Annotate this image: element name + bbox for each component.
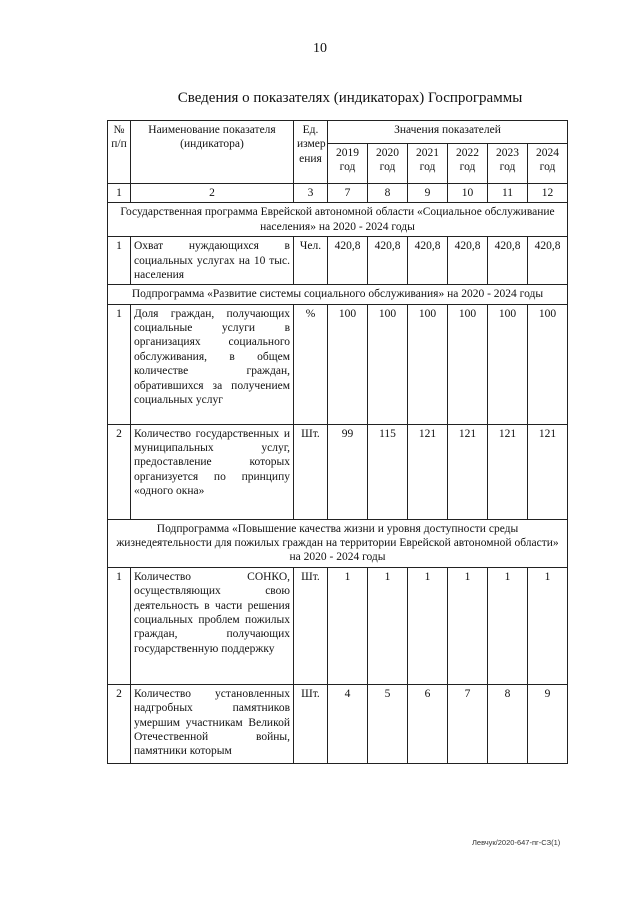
row-value: 420,8 — [528, 237, 568, 285]
section-row — [108, 519, 568, 567]
header-num: № п/п — [108, 121, 131, 184]
table-row — [108, 237, 568, 285]
col-number: 9 — [408, 184, 448, 203]
header-year: 2022 год — [448, 144, 488, 184]
row-value: 420,8 — [408, 237, 448, 285]
row-value: 121 — [408, 424, 448, 519]
row-value: 8 — [488, 684, 528, 763]
col-number: 11 — [488, 184, 528, 203]
row-value: 7 — [448, 684, 488, 763]
row-num: 1 — [108, 304, 131, 424]
header-values-title: Значения показателей — [328, 121, 568, 144]
table-row — [108, 567, 568, 684]
row-value: 100 — [528, 304, 568, 424]
section-row — [108, 203, 568, 237]
row-value: 420,8 — [328, 237, 368, 285]
header-year: 2023 год — [488, 144, 528, 184]
row-value: 100 — [408, 304, 448, 424]
section-title: Подпрограмма «Развитие системы социального обслуживания» на 2020 - 2024 годы — [108, 285, 568, 304]
row-value: 1 — [408, 567, 448, 684]
row-value: 420,8 — [448, 237, 488, 285]
row-value: 121 — [488, 424, 528, 519]
row-value: 99 — [328, 424, 368, 519]
row-name: Количество СОНКО, осуществляющих свою деятельность в части решения социальных проблем пожилых граждан, получающих государственную поддержку — [131, 567, 294, 684]
table-header-row — [108, 121, 568, 144]
row-value: 100 — [448, 304, 488, 424]
row-value: 420,8 — [488, 237, 528, 285]
row-value: 100 — [488, 304, 528, 424]
row-value: 420,8 — [368, 237, 408, 285]
header-year: 2024 год — [528, 144, 568, 184]
row-num: 2 — [108, 424, 131, 519]
header-year: 2020 год — [368, 144, 408, 184]
page-number: 10 — [313, 41, 327, 56]
col-number: 7 — [328, 184, 368, 203]
row-name: Количество установленных надгробных памятников умершим участникам Великой Отечественной войны, памятники которым — [131, 684, 294, 763]
header-unit: Ед. измер ения — [294, 121, 328, 184]
row-value: 121 — [448, 424, 488, 519]
row-value: 100 — [328, 304, 368, 424]
col-number: 10 — [448, 184, 488, 203]
row-value: 1 — [488, 567, 528, 684]
row-value: 100 — [368, 304, 408, 424]
row-unit: % — [294, 304, 328, 424]
header-year: 2021 год — [408, 144, 448, 184]
table-row — [108, 304, 568, 424]
row-value: 4 — [328, 684, 368, 763]
row-value: 1 — [528, 567, 568, 684]
section-title: Государственная программа Еврейской автономной области «Социальное обслуживание населения» на 2020 - 2024 годы — [108, 203, 568, 237]
table-row — [108, 684, 568, 763]
indicators-table-body — [108, 121, 568, 764]
row-num: 1 — [108, 237, 131, 285]
row-value: 115 — [368, 424, 408, 519]
row-num: 1 — [108, 567, 131, 684]
header-year: 2019 год — [328, 144, 368, 184]
row-value: 1 — [328, 567, 368, 684]
row-name: Количество государственных и муниципальных услуг, предоставление которых организуется по принципу «одного окна» — [131, 424, 294, 519]
row-num: 2 — [108, 684, 131, 763]
row-unit: Шт. — [294, 567, 328, 684]
header-name: Наименование показателя (индикатора) — [131, 121, 294, 184]
row-value: 5 — [368, 684, 408, 763]
row-value: 1 — [368, 567, 408, 684]
table-row — [108, 424, 568, 519]
row-value: 6 — [408, 684, 448, 763]
col-number: 8 — [368, 184, 408, 203]
row-name: Охват нуждающихся в социальных услугах на 10 тыс. населения — [131, 237, 294, 285]
col-number: 12 — [528, 184, 568, 203]
row-value: 9 — [528, 684, 568, 763]
col-number: 1 — [108, 184, 131, 203]
row-unit: Шт. — [294, 684, 328, 763]
row-unit: Шт. — [294, 424, 328, 519]
document-code: Левчук/2020-647-пг-СЗ(1) — [472, 838, 561, 847]
indicators-table — [107, 120, 568, 764]
column-number-row — [108, 184, 568, 203]
row-unit: Чел. — [294, 237, 328, 285]
col-number: 3 — [294, 184, 328, 203]
row-name: Доля граждан, получающих социальные услуги в организациях социального обслуживания, в общем количестве граждан, обратившихся за получением социальных услуг — [131, 304, 294, 424]
section-row — [108, 285, 568, 304]
row-value: 121 — [528, 424, 568, 519]
document-title: Сведения о показателях (индикаторах) Госпрограммы — [177, 90, 523, 106]
col-number: 2 — [131, 184, 294, 203]
row-value: 1 — [448, 567, 488, 684]
section-title: Подпрограмма «Повышение качества жизни и уровня доступности среды жизнедеятельности для пожилых граждан на территории Еврейской автономной области» на 2020 - 2024 годы — [108, 519, 568, 567]
